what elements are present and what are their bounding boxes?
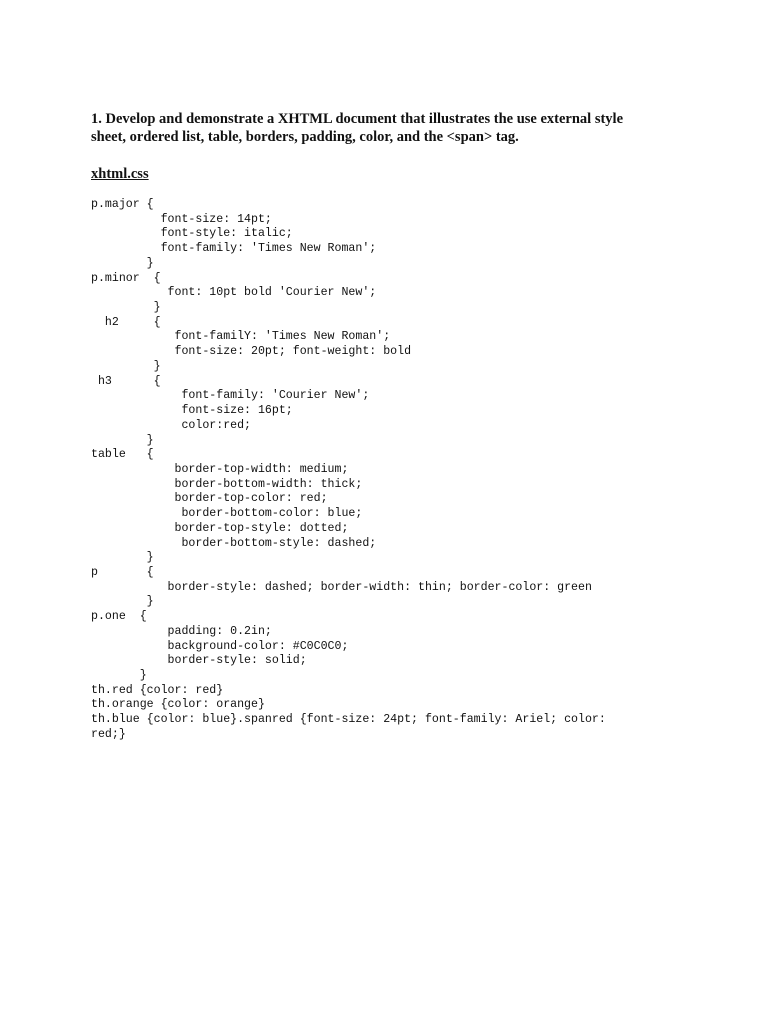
code-line: th.orange {color: orange} [91,698,265,712]
code-line: border-top-style: dotted; [91,521,349,535]
code-line: h2 { [91,315,161,329]
code-line: red;} [91,727,126,741]
code-line: border-bottom-style: dashed; [91,536,377,550]
question-heading: 1. Develop and demonstrate a XHTML document that illustrates the use external style sheet, ordered list, table, borders, padding, color, and the <span> tag. [91,111,624,145]
code-line: background-color: #C0C0C0; [91,639,349,653]
code-line: border-bottom-width: thick; [91,477,363,491]
code-line: } [91,256,154,270]
code-line: font-size: 14pt; [91,212,272,226]
code-line: h3 { [91,374,161,388]
code-line: border-style: dashed; border-width: thin; border-color: green [91,580,592,594]
code-line: } [91,433,154,447]
css-code-block [91,198,711,743]
code-line: padding: 0.2in; [91,624,272,638]
code-line: p { [91,565,154,579]
code-line: } [91,595,154,609]
code-line: th.blue {color: blue}.spanred {font-size: 24pt; font-family: Ariel; color: [91,713,606,727]
code-line: } [91,301,161,315]
code-line: } [91,669,147,682]
code-line: font-family: 'Courier New'; [91,389,370,403]
code-line: p.one { [91,610,147,624]
code-line: font: 10pt bold 'Courier New'; [91,286,377,300]
code-line: } [91,551,154,565]
code-line: th.red {color: red} [91,683,224,697]
code-line: font-style: italic; [91,227,293,241]
code-line: font-family: 'Times New Roman'; [91,242,377,256]
filename-heading: xhtml.css [91,166,149,182]
code-line: color:red; [91,418,252,432]
code-line: table { [91,448,154,462]
code-line: border-top-color: red; [91,492,328,506]
code-line: border-bottom-color: blue; [91,507,363,521]
code-line: p.major { [91,198,154,211]
code-line: font-size: 20pt; font-weight: bold [91,345,412,359]
code-line: } [91,359,161,373]
code-line: border-style: solid; [91,654,307,668]
code-line: border-top-width: medium; [91,462,349,476]
code-line: font-familY: 'Times New Roman'; [91,330,391,344]
code-line: font-size: 16pt; [91,404,293,418]
code-line: p.minor { [91,271,161,285]
